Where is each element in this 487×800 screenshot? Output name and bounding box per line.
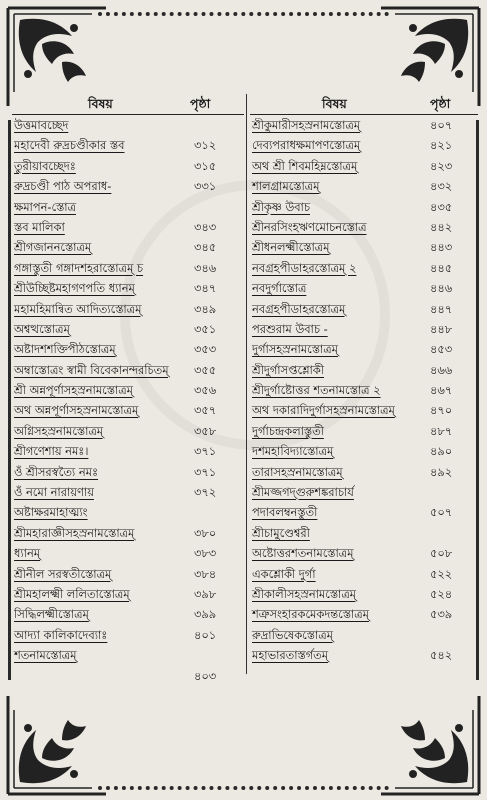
toc-entry bbox=[12, 421, 244, 441]
entry-title: শ্রীচামুণ্ডেশ্বরী bbox=[252, 525, 310, 540]
entry-title: দুর্গাসহস্রনামস্তোত্রম্ bbox=[252, 342, 338, 357]
toc-entry bbox=[12, 258, 244, 278]
toc-entry bbox=[12, 462, 244, 482]
toc-entry bbox=[250, 645, 478, 665]
entry-page-number: ৪৪৭ bbox=[430, 301, 453, 316]
entry-page-number: ৩৯৯ bbox=[194, 607, 217, 622]
entry-page-number: ৫২৪ bbox=[430, 586, 453, 601]
toc-entry bbox=[250, 176, 478, 196]
toc-entry bbox=[12, 319, 244, 339]
entry-page-number: ৩৪৬ bbox=[194, 260, 217, 275]
toc-entry bbox=[12, 482, 244, 502]
entry-page-number: ৫৩৯ bbox=[430, 607, 453, 622]
toc-right-column bbox=[250, 92, 478, 666]
toc-entry bbox=[12, 564, 244, 584]
entry-page-number: ৪৪২ bbox=[430, 219, 453, 234]
entry-page-number: ৩৭১ bbox=[194, 464, 217, 479]
entry-page-number: ৩৫৮ bbox=[194, 423, 217, 438]
entry-title: শতনামস্তোত্রম্ bbox=[14, 648, 77, 663]
entry-title: শ্রীদুর্গাষ্টোত্তর শতনামস্তোত্র ২ bbox=[252, 383, 381, 398]
entry-title: স্তব মালিকা bbox=[14, 219, 65, 234]
top-dotted-border bbox=[98, 12, 389, 16]
entry-page-number: ৪৪৫ bbox=[430, 260, 453, 275]
entry-title: অম্বাস্তোত্রং স্বামী বিবেকানন্দরচিতম্ bbox=[14, 362, 169, 377]
entry-page-number: ৪২৩ bbox=[430, 158, 453, 173]
toc-entry bbox=[250, 339, 478, 359]
right-entries bbox=[250, 115, 478, 666]
toc-entry bbox=[12, 645, 244, 665]
page-heading: পৃষ্ঠা bbox=[190, 96, 211, 111]
entry-title: ধ্যানম্ bbox=[14, 546, 41, 561]
toc-entry bbox=[250, 278, 478, 298]
entry-title: নবগ্রহপীডাহরস্তোত্রম্ bbox=[252, 301, 346, 316]
entry-page-number: ৩৫৩ bbox=[194, 342, 217, 357]
entry-page-number: ৩৪৫ bbox=[194, 240, 217, 255]
entry-page-number: ৪৭০ bbox=[430, 403, 453, 418]
entry-title: গঙ্গাস্তুতী গঙ্গাদশহরাস্তোত্রম্ চ bbox=[14, 260, 144, 275]
subject-heading: বিষয় bbox=[88, 96, 113, 111]
entry-title: শ্রীধনলক্ষ্মীস্তোত্রম্ bbox=[252, 240, 330, 255]
toc-entry bbox=[250, 299, 478, 319]
toc-entry bbox=[12, 176, 244, 196]
entry-title: উত্তমাবচ্ছেদ bbox=[14, 118, 69, 132]
entry-title: মহাদেবী রুদ্রচণ্ডীকার স্তব bbox=[14, 138, 125, 153]
entry-title: শ্রীগণেশায় নমঃ। bbox=[14, 444, 89, 459]
toc-entry bbox=[250, 237, 478, 257]
entry-page-number: ৪৪৩ bbox=[430, 240, 453, 255]
toc-entry bbox=[12, 523, 244, 543]
page-heading: পৃষ্ঠা bbox=[430, 96, 451, 111]
entry-title: শ্রীমহারাজ্ঞীসহস্রনামস্তোত্রম্ bbox=[14, 525, 135, 540]
entry-title: অষ্টাদশশক্তিপীঠস্তোত্রম্ bbox=[14, 342, 116, 357]
toc-entry bbox=[250, 400, 478, 420]
toc-entry bbox=[250, 462, 478, 482]
toc-entry bbox=[250, 584, 478, 604]
subject-heading: বিষয় bbox=[322, 96, 347, 111]
toc-entry bbox=[12, 278, 244, 298]
table-of-contents bbox=[12, 92, 479, 682]
toc-entry bbox=[12, 339, 244, 359]
entry-title: শ্রীমজ্জগদ্গুরুশঙ্করাচার্য bbox=[252, 485, 354, 500]
toc-entry bbox=[250, 217, 478, 237]
toc-entry bbox=[12, 237, 244, 257]
toc-entry bbox=[250, 258, 478, 278]
toc-entry bbox=[12, 400, 244, 420]
entry-title: ক্ষমাপন-স্তোত্র bbox=[14, 199, 76, 214]
entry-title: অশ্বত্থস্তোত্রম্ bbox=[14, 321, 70, 336]
entry-title: মহাভারতাস্তর্গতম্ bbox=[252, 648, 329, 663]
entry-page-number: ৩৫৬ bbox=[194, 383, 217, 398]
entry-page-number: ৩৯৮ bbox=[194, 586, 217, 601]
corner-ornament-icon bbox=[2, 690, 112, 800]
entry-title: দশমহাবিদ্যাস্তোত্রম্ bbox=[252, 444, 334, 459]
entry-page-number: ৩৫৫ bbox=[194, 362, 217, 377]
toc-entry bbox=[250, 319, 478, 339]
toc-entry bbox=[250, 625, 478, 645]
entry-page-number: ৫২২ bbox=[430, 566, 453, 581]
toc-entry bbox=[250, 441, 478, 461]
entry-title: ওঁ নমো নারায়ণায় bbox=[14, 485, 94, 500]
toc-entry bbox=[250, 360, 478, 380]
entry-page-number: ৩৫৭ bbox=[194, 403, 217, 418]
toc-entry bbox=[12, 135, 244, 155]
entry-title: সিদ্ধিলক্ষ্মীস্তোত্রম্ bbox=[14, 607, 89, 622]
entry-page-number: ৫৪২ bbox=[430, 648, 453, 663]
toc-entry bbox=[12, 197, 244, 217]
entry-page-number: ৪৩২ bbox=[430, 179, 453, 194]
entry-page-number: ৪৬৭ bbox=[430, 383, 453, 398]
entry-page-number: ৪৪৬ bbox=[430, 281, 453, 296]
entry-title: শত্রুসংহারকমেকদন্তস্তোত্রম্ bbox=[252, 607, 369, 622]
entry-title: পদাবলম্বনস্তুতী bbox=[252, 505, 318, 520]
entry-page-number: ৪৮৭ bbox=[430, 423, 453, 438]
entry-page-number: ৩৪৯ bbox=[194, 301, 217, 316]
entry-page-number: ৩৪৭ bbox=[194, 281, 217, 296]
toc-entry bbox=[12, 115, 244, 135]
entry-title: শ্রীউচ্ছিষ্টমহাগণপতি ধ্যানম্ bbox=[14, 281, 135, 296]
toc-entry bbox=[250, 604, 478, 624]
entry-title: তুরীয়াবচ্ছেদঃ bbox=[14, 158, 76, 173]
entry-title: শ্রীকৃষ্ণ উবাচ bbox=[252, 199, 310, 214]
entry-title: মহামহিমান্বিত আদিত্যস্তোত্রম্ bbox=[14, 301, 142, 316]
toc-left-column bbox=[12, 92, 244, 686]
entry-page-number: ৪২১ bbox=[430, 138, 453, 153]
entry-title: নবদুর্গাস্তোত্র bbox=[252, 281, 307, 296]
entry-title: দুর্গাচন্দ্রকলাস্তুতী bbox=[252, 423, 324, 438]
toc-entry bbox=[12, 604, 244, 624]
toc-entry bbox=[12, 217, 244, 237]
entry-page-number: ৫০৮ bbox=[430, 546, 453, 561]
left-column-header bbox=[12, 92, 244, 115]
entry-title: শালগ্রামস্তোত্রম্ bbox=[252, 179, 320, 194]
toc-entry bbox=[250, 197, 478, 217]
toc-entry bbox=[250, 523, 478, 543]
entry-page-number: ৩৮৪ bbox=[194, 566, 217, 581]
entry-page-number: ৪৩৫ bbox=[430, 199, 453, 214]
entry-title: অথ অন্নপূর্ণাসহস্রনামস্তোত্রম্ bbox=[14, 403, 139, 418]
toc-entry bbox=[12, 156, 244, 176]
entry-title: নবগ্রহপীডাহরস্তোত্রম্ ২ bbox=[252, 260, 357, 275]
entry-title: অষ্টোত্তরশতনামস্তোত্রম্ bbox=[252, 546, 354, 561]
entry-title: শ্রীকালীসহস্রনামস্তোত্রম্ bbox=[252, 586, 357, 601]
entry-page-number: ৪৯২ bbox=[430, 464, 453, 479]
entry-title: পরশুরাম উবাচ - bbox=[252, 321, 328, 336]
toc-entry bbox=[12, 666, 244, 686]
entry-title: শ্রীমহালক্ষ্মী ললিতাস্তোত্রম্ bbox=[14, 586, 130, 601]
entry-page-number: ৪০১ bbox=[194, 627, 217, 642]
entry-title: অথ শ্রী শিবমহিম্নস্তোত্রম্ bbox=[252, 158, 358, 173]
entry-title: রুদ্রচণ্ডী পাঠ অপরাধ- bbox=[14, 179, 112, 194]
entry-title: শ্রীনীল সরস্বতীস্তোত্রম্ bbox=[14, 566, 112, 581]
entry-page-number: ৩৩১ bbox=[194, 179, 217, 194]
entry-page-number: ৪০৩ bbox=[194, 668, 217, 683]
toc-entry bbox=[250, 156, 478, 176]
bottom-dotted-border bbox=[98, 786, 389, 790]
toc-entry bbox=[12, 625, 244, 645]
entry-title: রুদ্রাভিষেকস্তোত্রম্ bbox=[252, 627, 333, 642]
right-column-header bbox=[250, 92, 478, 115]
entry-title: আদ্যা কালিকাদেব্যাঃ bbox=[14, 627, 108, 642]
entry-page-number: ৪৪৮ bbox=[430, 321, 453, 336]
entry-title: শ্রীনরসিংহঋণমোচনস্তোত্র bbox=[252, 219, 367, 234]
toc-entry bbox=[12, 543, 244, 563]
entry-page-number: ৪৬৬ bbox=[430, 362, 453, 377]
toc-entry bbox=[250, 543, 478, 563]
entry-page-number: ৩৮৩ bbox=[194, 546, 217, 561]
toc-entry bbox=[12, 360, 244, 380]
entry-page-number: ৩১২ bbox=[194, 138, 217, 153]
entry-title: দেব্যপরাধক্ষমাপণস্তোত্রম্ bbox=[252, 138, 361, 153]
entry-title: ওঁ শ্রীসরস্বত্যৈ নমঃ bbox=[14, 464, 99, 479]
entry-title: শ্রী অন্নপূর্ণাসহস্রনামস্তোত্রম্ bbox=[14, 383, 133, 398]
toc-entry bbox=[250, 502, 478, 522]
entry-title: একশ্লোকী দুর্গা bbox=[252, 566, 316, 581]
entry-title: অষ্টাক্ষরমাহাত্ম্যং bbox=[14, 505, 88, 520]
toc-entry bbox=[12, 441, 244, 461]
entry-page-number: ৩১৫ bbox=[194, 158, 217, 173]
toc-entry bbox=[12, 584, 244, 604]
left-entries bbox=[12, 115, 244, 686]
entry-page-number: ৪৯০ bbox=[430, 444, 453, 459]
toc-entry bbox=[12, 299, 244, 319]
toc-entry bbox=[250, 135, 478, 155]
entry-page-number: ৪৫৩ bbox=[430, 342, 453, 357]
left-border bbox=[8, 120, 11, 680]
toc-entry bbox=[250, 380, 478, 400]
entry-title: তারাসহস্রনামস্তোত্রম্ bbox=[252, 464, 343, 479]
toc-entry bbox=[12, 380, 244, 400]
entry-page-number: ৫০৭ bbox=[430, 505, 453, 520]
entry-page-number: ৩৫১ bbox=[194, 321, 217, 336]
toc-entry bbox=[250, 421, 478, 441]
toc-entry bbox=[250, 115, 478, 135]
entry-title: শ্রীদুর্গাসপ্তশ্লোকী bbox=[252, 362, 325, 377]
toc-entry bbox=[250, 564, 478, 584]
entry-page-number: ৩৭১ bbox=[194, 444, 217, 459]
entry-title: অগ্নিসহস্রনামস্তোত্রম্ bbox=[14, 423, 104, 438]
corner-ornament-icon bbox=[375, 690, 485, 800]
toc-entry bbox=[12, 502, 244, 522]
entry-page-number: ৪০৭ bbox=[430, 118, 453, 132]
entry-page-number: ৩৮০ bbox=[194, 525, 217, 540]
toc-entry bbox=[250, 482, 478, 502]
entry-title: শ্রীকুমারীসহস্রনামস্তোত্রম্ bbox=[252, 118, 361, 132]
entry-title: শ্রীগজাননস্তোত্রম্ bbox=[14, 240, 92, 255]
entry-page-number: ৩৪৩ bbox=[194, 219, 217, 234]
entry-title: অথ দকারাদিদুর্গাসহস্রনামস্তোত্রম্ bbox=[252, 403, 395, 418]
entry-page-number: ৩৭২ bbox=[194, 485, 217, 500]
column-divider bbox=[246, 94, 247, 674]
